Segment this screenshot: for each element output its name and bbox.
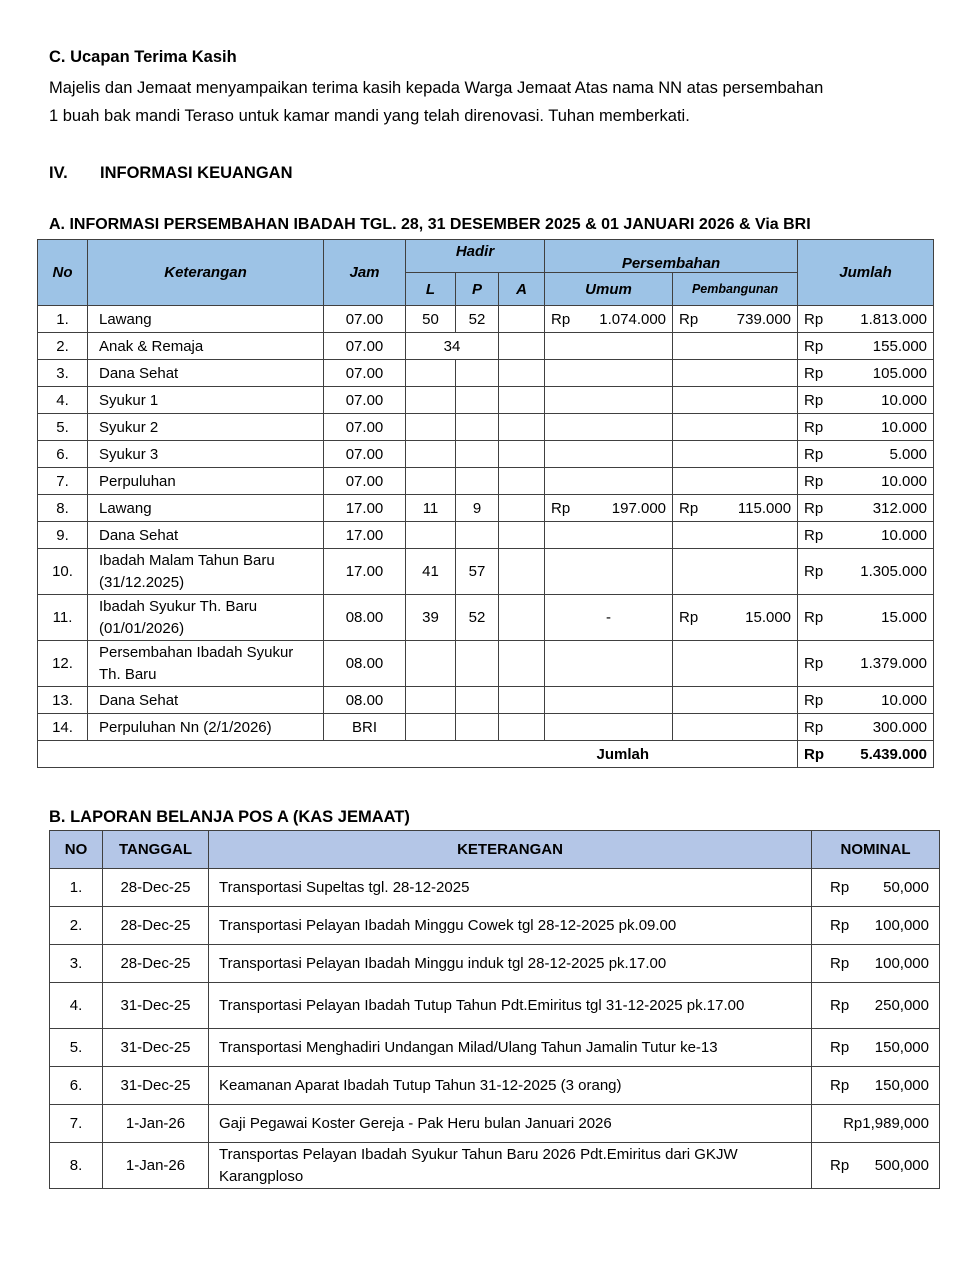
cell-tanggal: 1-Jan-26 — [103, 1105, 209, 1143]
table-row — [38, 595, 934, 641]
cell-p — [456, 468, 499, 495]
table-row — [38, 333, 934, 360]
cell-pembangunan — [673, 360, 798, 387]
amount: 1.305.000 — [860, 562, 928, 580]
currency-label: Rp — [843, 1115, 863, 1132]
amount: 155.000 — [872, 337, 928, 355]
cell-l: 50 — [406, 306, 456, 333]
cell-pembangunan — [673, 495, 798, 522]
cell-pembangunan — [673, 306, 798, 333]
cell-jam: 08.00 — [324, 641, 406, 687]
cell-umum — [545, 687, 673, 714]
currency-label: Rp — [804, 654, 824, 672]
amount: 1.813.000 — [860, 310, 928, 328]
cell-umum — [545, 414, 673, 441]
cell-jumlah — [798, 306, 934, 333]
amount: 10.000 — [881, 391, 928, 409]
cell-keterangan: Transportas Pelayan Ibadah Syukur Tahun Baru 2026 Pdt.Emiritus dari GKJW Karangploso — [209, 1143, 812, 1189]
cell-jam: 17.00 — [324, 495, 406, 522]
cell-umum — [545, 495, 673, 522]
cell-umum — [545, 387, 673, 414]
cell-a — [499, 495, 545, 522]
cell-no: 6. — [38, 441, 88, 468]
cell-pembangunan — [673, 714, 798, 741]
cell-umum — [545, 441, 673, 468]
cell-p — [456, 387, 499, 414]
cell-tanggal: 31-Dec-25 — [103, 983, 209, 1029]
cell-jumlah — [798, 495, 934, 522]
thanks-paragraph — [49, 74, 949, 130]
table-row — [38, 414, 934, 441]
cell-pembangunan — [673, 468, 798, 495]
header-jam: Jam — [324, 240, 406, 306]
table-row — [50, 907, 940, 945]
cell-umum — [545, 522, 673, 549]
header-p: P — [456, 273, 499, 306]
amount: 500,000 — [874, 1156, 929, 1174]
cell-a — [499, 333, 545, 360]
cell-keterangan: Syukur 3 — [88, 441, 324, 468]
thanks-line-2: 1 buah bak mandi Teraso untuk kamar mandi yang telah direnovasi. Tuhan memberkati. — [49, 107, 690, 125]
amount: 5.439.000 — [860, 745, 928, 763]
cell-jam: 07.00 — [324, 414, 406, 441]
table-row — [38, 306, 934, 333]
cell-p — [456, 360, 499, 387]
currency-label: Rp — [804, 691, 824, 709]
thanks-heading: C. Ucapan Terima Kasih — [49, 48, 237, 66]
cell-l — [406, 441, 456, 468]
currency-label: Rp — [804, 445, 824, 463]
cell-jam: 08.00 — [324, 595, 406, 641]
amount: 250,000 — [874, 996, 929, 1014]
cell-nominal — [812, 945, 940, 983]
currency-label: Rp — [830, 955, 850, 972]
currency-label: Rp — [804, 337, 824, 355]
cell-pembangunan — [673, 414, 798, 441]
cell-pembangunan — [673, 441, 798, 468]
cell-jam: 07.00 — [324, 306, 406, 333]
cell-jumlah — [798, 714, 934, 741]
cell-pembangunan — [673, 687, 798, 714]
cell-a — [499, 687, 545, 714]
currency-label: Rp — [679, 310, 699, 328]
cell-umum — [545, 714, 673, 741]
cell-a — [499, 387, 545, 414]
cell-jam: 17.00 — [324, 549, 406, 595]
table-row — [38, 714, 934, 741]
cell-nominal — [812, 1105, 940, 1143]
cell-keterangan: Lawang — [88, 495, 324, 522]
cell-l — [406, 360, 456, 387]
table-row — [50, 1105, 940, 1143]
cell-jam: 07.00 — [324, 333, 406, 360]
header-hadir: Hadir — [406, 240, 545, 273]
cell-no: 1. — [38, 306, 88, 333]
cell-a — [499, 714, 545, 741]
header-nominal: NOMINAL — [812, 831, 940, 869]
table-row — [38, 360, 934, 387]
cell-no: 4. — [38, 387, 88, 414]
cell-keterangan: Transportasi Pelayan Ibadah Minggu Cowek tgl 28-12-2025 pk.09.00 — [209, 907, 812, 945]
cell-tanggal: 1-Jan-26 — [103, 1143, 209, 1189]
cell-jumlah — [798, 687, 934, 714]
cell-jumlah — [798, 468, 934, 495]
cell-keterangan: Gaji Pegawai Koster Gereja - Pak Heru bulan Januari 2026 — [209, 1105, 812, 1143]
cell-no: 5. — [50, 1029, 103, 1067]
cell-no: 2. — [38, 333, 88, 360]
currency-label: Rp — [804, 310, 824, 328]
cell-p — [456, 441, 499, 468]
cell-keterangan: Dana Sehat — [88, 687, 324, 714]
cell-no: 10. — [38, 549, 88, 595]
currency-label: Rp — [551, 310, 571, 328]
cell-tanggal: 31-Dec-25 — [103, 1029, 209, 1067]
cell-no: 5. — [38, 414, 88, 441]
cell-nominal — [812, 869, 940, 907]
amount: 739.000 — [736, 310, 792, 328]
cell-l — [406, 714, 456, 741]
currency-label: Rp — [830, 879, 850, 896]
amount: 1.074.000 — [599, 310, 667, 328]
header-keterangan: Keterangan — [88, 240, 324, 306]
amount: 50,000 — [883, 879, 929, 896]
currency-label: Rp — [804, 391, 824, 409]
cell-nominal — [812, 1029, 940, 1067]
cell-jumlah — [798, 387, 934, 414]
cell-l — [406, 468, 456, 495]
cell-pembangunan — [673, 595, 798, 641]
table-row — [50, 1067, 940, 1105]
cell-umum — [545, 333, 673, 360]
cell-umum — [545, 641, 673, 687]
cell-jam: 08.00 — [324, 687, 406, 714]
table-row — [38, 387, 934, 414]
header-pembangunan: Pembangunan — [673, 273, 798, 306]
table-b-title: B. LAPORAN BELANJA POS A (KAS JEMAAT) — [49, 808, 410, 826]
cell-l — [406, 387, 456, 414]
cell-l: 11 — [406, 495, 456, 522]
currency-label: Rp — [804, 608, 824, 626]
cell-nominal — [812, 983, 940, 1029]
cell-l: 39 — [406, 595, 456, 641]
cell-no: 2. — [50, 907, 103, 945]
table-row — [38, 495, 934, 522]
cell-jam: 07.00 — [324, 468, 406, 495]
cell-l: 41 — [406, 549, 456, 595]
cell-jumlah — [798, 333, 934, 360]
cell-p: 57 — [456, 549, 499, 595]
header-no: NO — [50, 831, 103, 869]
cell-no: 12. — [38, 641, 88, 687]
section-number: IV. — [49, 164, 68, 182]
cell-no: 8. — [38, 495, 88, 522]
table-row — [38, 641, 934, 687]
cell-jumlah — [798, 641, 934, 687]
cell-umum — [545, 468, 673, 495]
amount: 10.000 — [881, 691, 928, 709]
cell-umum — [545, 360, 673, 387]
cell-keterangan: Dana Sehat — [88, 522, 324, 549]
cell-jumlah — [798, 414, 934, 441]
currency-label: Rp — [804, 562, 824, 580]
cell-a — [499, 595, 545, 641]
total-value — [798, 741, 934, 768]
total-label: Jumlah — [38, 741, 798, 768]
header-no: No — [38, 240, 88, 306]
amount: 5.000 — [889, 445, 928, 463]
currency-label: Rp — [679, 499, 699, 517]
currency-label: Rp — [804, 499, 824, 517]
cell-pembangunan — [673, 333, 798, 360]
header-l: L — [406, 273, 456, 306]
cell-pembangunan — [673, 387, 798, 414]
currency-label: Rp — [804, 718, 824, 736]
amount: 15.000 — [745, 608, 792, 626]
cell-a — [499, 414, 545, 441]
currency-label: Rp — [830, 996, 850, 1014]
cell-hadir-lp: 34 — [406, 333, 499, 360]
amount: 100,000 — [874, 917, 929, 934]
cell-p — [456, 641, 499, 687]
cell-umum: - — [545, 595, 673, 641]
cell-a — [499, 360, 545, 387]
amount: 312.000 — [872, 499, 928, 517]
cell-no: 7. — [38, 468, 88, 495]
total-row — [38, 741, 934, 768]
expenses-table — [49, 830, 940, 1189]
cell-keterangan: Dana Sehat — [88, 360, 324, 387]
table-row — [38, 549, 934, 595]
header-keterangan: KETERANGAN — [209, 831, 812, 869]
header-umum: Umum — [545, 273, 673, 306]
cell-tanggal: 28-Dec-25 — [103, 907, 209, 945]
cell-no: 11. — [38, 595, 88, 641]
amount: 150,000 — [874, 1039, 929, 1056]
cell-jam: 07.00 — [324, 441, 406, 468]
currency-label: Rp — [804, 745, 825, 763]
cell-l — [406, 687, 456, 714]
cell-pembangunan — [673, 549, 798, 595]
cell-no: 8. — [50, 1143, 103, 1189]
amount: 197.000 — [611, 499, 667, 517]
currency-label: Rp — [830, 1156, 850, 1174]
header-jumlah: Jumlah — [798, 240, 934, 306]
cell-keterangan: Anak & Remaja — [88, 333, 324, 360]
currency-label: Rp — [830, 917, 850, 934]
amount: 300.000 — [872, 718, 928, 736]
cell-l — [406, 414, 456, 441]
amount: 10.000 — [881, 472, 928, 490]
cell-jam: 07.00 — [324, 360, 406, 387]
cell-a — [499, 641, 545, 687]
cell-pembangunan — [673, 522, 798, 549]
table-row — [38, 441, 934, 468]
cell-tanggal: 28-Dec-25 — [103, 945, 209, 983]
cell-no: 1. — [50, 869, 103, 907]
cell-pembangunan — [673, 641, 798, 687]
amount: 1.379.000 — [860, 654, 928, 672]
currency-label: Rp — [830, 1077, 850, 1094]
table-row — [50, 945, 940, 983]
cell-no: 7. — [50, 1105, 103, 1143]
cell-no: 6. — [50, 1067, 103, 1105]
cell-umum — [545, 549, 673, 595]
cell-keterangan: Perpuluhan — [88, 468, 324, 495]
cell-l — [406, 522, 456, 549]
cell-keterangan: Ibadah Malam Tahun Baru (31/12.2025) — [88, 549, 324, 595]
cell-no: 9. — [38, 522, 88, 549]
cell-keterangan: Ibadah Syukur Th. Baru (01/01/2026) — [88, 595, 324, 641]
cell-a — [499, 468, 545, 495]
table-row — [38, 687, 934, 714]
cell-no: 4. — [50, 983, 103, 1029]
thanks-line-1: Majelis dan Jemaat menyampaikan terima kasih kepada Warga Jemaat Atas nama NN atas persembahan — [49, 79, 824, 97]
table-a-title: A. INFORMASI PERSEMBAHAN IBADAH TGL. 28, 31 DESEMBER 2025 & 01 JANUARI 2026 & Via BRI — [49, 216, 811, 233]
cell-jumlah — [798, 595, 934, 641]
amount: 15.000 — [881, 608, 928, 626]
cell-p — [456, 714, 499, 741]
offerings-table — [37, 239, 934, 768]
cell-no: 13. — [38, 687, 88, 714]
cell-keterangan: Perpuluhan Nn (2/1/2026) — [88, 714, 324, 741]
cell-jam: BRI — [324, 714, 406, 741]
table-row — [50, 983, 940, 1029]
cell-no: 14. — [38, 714, 88, 741]
header-tanggal: TANGGAL — [103, 831, 209, 869]
cell-jumlah — [798, 360, 934, 387]
currency-label: Rp — [679, 608, 699, 626]
cell-jumlah — [798, 522, 934, 549]
cell-keterangan: Transportasi Pelayan Ibadah Minggu induk tgl 28-12-2025 pk.17.00 — [209, 945, 812, 983]
table-row — [50, 1143, 940, 1189]
cell-umum — [545, 306, 673, 333]
cell-keterangan: Lawang — [88, 306, 324, 333]
currency-label: Rp — [804, 418, 824, 436]
cell-no: 3. — [50, 945, 103, 983]
cell-p — [456, 522, 499, 549]
amount: 10.000 — [881, 526, 928, 544]
header-persembahan: Persembahan — [545, 240, 798, 273]
currency-label: Rp — [804, 526, 824, 544]
cell-jumlah — [798, 441, 934, 468]
cell-l — [406, 641, 456, 687]
cell-a — [499, 522, 545, 549]
section-title: INFORMASI KEUANGAN — [100, 164, 293, 182]
cell-keterangan: Transportasi Menghadiri Undangan Milad/Ulang Tahun Jamalin Tutur ke-13 — [209, 1029, 812, 1067]
amount: 115.000 — [737, 499, 792, 517]
amount: 100,000 — [874, 955, 929, 972]
cell-a — [499, 441, 545, 468]
cell-tanggal: 28-Dec-25 — [103, 869, 209, 907]
cell-nominal — [812, 907, 940, 945]
currency-label: Rp — [551, 499, 571, 517]
cell-jumlah — [798, 549, 934, 595]
cell-keterangan: Transportasi Supeltas tgl. 28-12-2025 — [209, 869, 812, 907]
table-row — [50, 1029, 940, 1067]
cell-tanggal: 31-Dec-25 — [103, 1067, 209, 1105]
header-a: A — [499, 273, 545, 306]
table-row — [38, 468, 934, 495]
amount: 105.000 — [872, 364, 928, 382]
table-row — [38, 522, 934, 549]
cell-a — [499, 306, 545, 333]
amount: 1,989,000 — [862, 1115, 929, 1132]
cell-p: 52 — [456, 306, 499, 333]
section-heading — [49, 164, 293, 183]
cell-no: 3. — [38, 360, 88, 387]
cell-nominal — [812, 1067, 940, 1105]
table-row — [50, 869, 940, 907]
cell-p — [456, 414, 499, 441]
cell-jam: 17.00 — [324, 522, 406, 549]
cell-jam: 07.00 — [324, 387, 406, 414]
currency-label: Rp — [830, 1039, 850, 1056]
amount: 150,000 — [874, 1077, 929, 1094]
cell-nominal — [812, 1143, 940, 1189]
cell-p: 52 — [456, 595, 499, 641]
cell-keterangan: Keamanan Aparat Ibadah Tutup Tahun 31-12-2025 (3 orang) — [209, 1067, 812, 1105]
cell-keterangan: Persembahan Ibadah Syukur Th. Baru — [88, 641, 324, 687]
amount: 10.000 — [881, 418, 928, 436]
cell-p: 9 — [456, 495, 499, 522]
cell-keterangan: Syukur 2 — [88, 414, 324, 441]
cell-a — [499, 549, 545, 595]
cell-keterangan: Syukur 1 — [88, 387, 324, 414]
cell-keterangan: Transportasi Pelayan Ibadah Tutup Tahun Pdt.Emiritus tgl 31-12-2025 pk.17.00 — [209, 983, 812, 1029]
currency-label: Rp — [804, 364, 824, 382]
currency-label: Rp — [804, 472, 824, 490]
cell-p — [456, 687, 499, 714]
